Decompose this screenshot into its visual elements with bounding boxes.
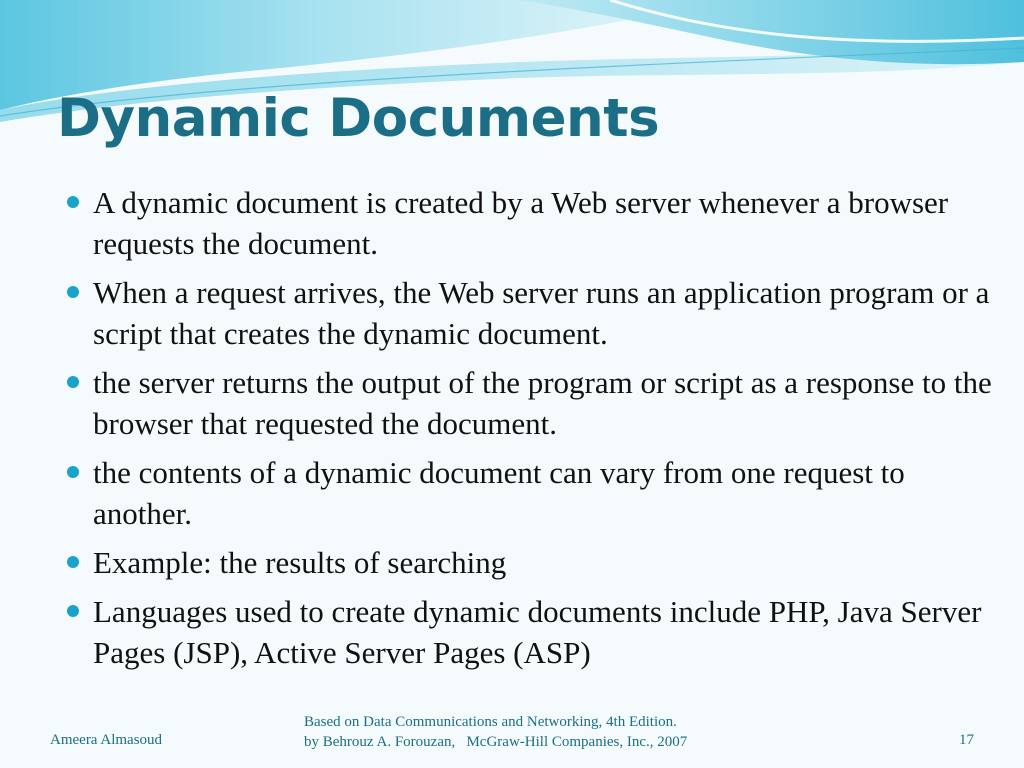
- bullet-text: the server returns the output of the program or script as a response to the browser that requested the document.: [93, 365, 992, 441]
- footer-source: [304, 712, 687, 752]
- bullet-text: Example: the results of searching: [93, 545, 507, 580]
- wave-top-right: [520, 0, 1024, 64]
- bullet-dot-icon: [67, 466, 79, 478]
- bullet-item: [93, 362, 993, 444]
- footer-source-line2: by Behrouz A. Forouzan, McGraw-Hill Companies, Inc., 2007: [304, 734, 688, 750]
- bullet-dot-icon: [67, 376, 79, 388]
- bullet-dot-icon: [67, 605, 79, 617]
- bullet-text: the contents of a dynamic document can vary from one request to another.: [93, 455, 905, 531]
- bullet-text: When a request arrives, the Web server runs an application program or a script that creates the dynamic document.: [93, 275, 990, 351]
- bullet-text: Languages used to create dynamic documents include PHP, Java Server Pages (JSP), Active Server Pages (ASP): [93, 594, 982, 670]
- bullet-item: [93, 542, 993, 583]
- bullet-item: [93, 591, 993, 673]
- bullet-list: [93, 182, 993, 681]
- bullet-dot-icon: [67, 286, 79, 298]
- footer-source-line1: Based on Data Communications and Networking, 4th Edition.: [304, 714, 677, 730]
- slide-page-number: 17: [959, 732, 974, 748]
- bullet-dot-icon: [67, 556, 79, 568]
- bullet-text: A dynamic document is created by a Web server whenever a browser requests the document.: [93, 185, 949, 261]
- bullet-item: [93, 272, 993, 354]
- bullet-item: [93, 452, 993, 534]
- slide-title: Dynamic Documents: [57, 88, 660, 149]
- bullet-dot-icon: [67, 196, 79, 208]
- footer-author: Ameera Almasoud: [50, 732, 163, 748]
- bullet-item: [93, 182, 993, 264]
